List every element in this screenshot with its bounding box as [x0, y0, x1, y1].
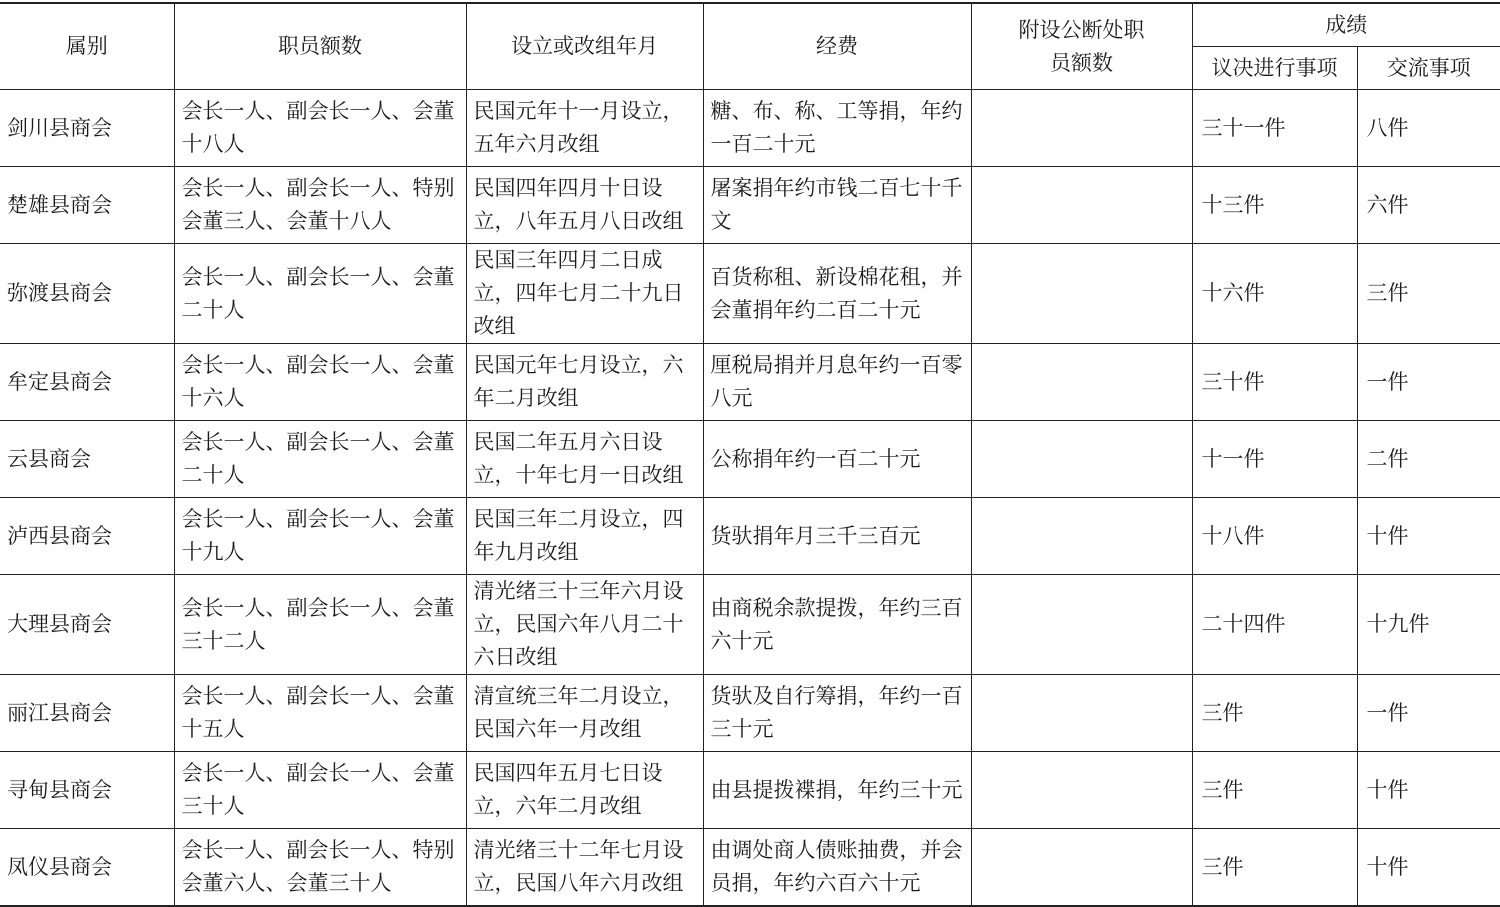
table-row	[0, 575, 1500, 675]
table-body	[0, 90, 1500, 907]
cell-exchange: 六件	[1357, 167, 1500, 244]
cell-exchange: 十九件	[1357, 575, 1500, 675]
table-row	[0, 675, 1500, 752]
cell-region: 楚雄县商会	[0, 167, 174, 244]
cell-region: 凤仪县商会	[0, 829, 174, 907]
table-row	[0, 90, 1500, 167]
table-row	[0, 167, 1500, 244]
chamber-of-commerce-table	[0, 2, 1500, 907]
cell-arbitration-staff	[971, 575, 1192, 675]
header-founded: 设立或改组年月	[466, 3, 703, 90]
cell-arbitration-staff	[971, 675, 1192, 752]
cell-staff: 会长一人、副会长一人、会董十六人	[174, 344, 466, 421]
cell-resolved: 三件	[1192, 752, 1357, 829]
cell-resolved: 十一件	[1192, 421, 1357, 498]
cell-resolved: 二十四件	[1192, 575, 1357, 675]
cell-resolved: 十八件	[1192, 498, 1357, 575]
cell-arbitration-staff	[971, 244, 1192, 344]
cell-arbitration-staff	[971, 752, 1192, 829]
cell-arbitration-staff	[971, 167, 1192, 244]
cell-staff: 会长一人、副会长一人、会董三十二人	[174, 575, 466, 675]
cell-staff: 会长一人、副会长一人、会董二十人	[174, 244, 466, 344]
table-row	[0, 344, 1500, 421]
cell-exchange: 三件	[1357, 244, 1500, 344]
cell-funding: 厘税局捐并月息年约一百零八元	[703, 344, 971, 421]
cell-arbitration-staff	[971, 829, 1192, 907]
cell-region: 牟定县商会	[0, 344, 174, 421]
cell-resolved: 三十一件	[1192, 90, 1357, 167]
cell-funding: 由县提拨褋捐，年约三十元	[703, 752, 971, 829]
cell-funding: 由调处商人债账抽费，并会员捐，年约六百六十元	[703, 829, 971, 907]
cell-founded: 清光绪三十三年六月设立，民国六年八月二十六日改组	[466, 575, 703, 675]
cell-founded: 民国三年四月二日成立，四年七月二十九日改组	[466, 244, 703, 344]
cell-exchange: 二件	[1357, 421, 1500, 498]
header-resolved: 议决进行事项	[1192, 47, 1357, 90]
table-row	[0, 829, 1500, 907]
cell-region: 剑川县商会	[0, 90, 174, 167]
cell-arbitration-staff	[971, 421, 1192, 498]
cell-resolved: 十六件	[1192, 244, 1357, 344]
cell-region: 泸西县商会	[0, 498, 174, 575]
header-exchange: 交流事项	[1357, 47, 1500, 90]
cell-region: 丽江县商会	[0, 675, 174, 752]
header-arbitration-staff: 附设公断处职员额数	[971, 3, 1192, 90]
cell-region: 大理县商会	[0, 575, 174, 675]
cell-resolved: 十三件	[1192, 167, 1357, 244]
table-row	[0, 752, 1500, 829]
cell-exchange: 一件	[1357, 344, 1500, 421]
header-results: 成绩	[1192, 3, 1500, 47]
cell-staff: 会长一人、副会长一人、会董十五人	[174, 675, 466, 752]
cell-funding: 货驮捐年月三千三百元	[703, 498, 971, 575]
cell-exchange: 十件	[1357, 829, 1500, 907]
cell-region: 寻甸县商会	[0, 752, 174, 829]
cell-staff: 会长一人、副会长一人、会董十九人	[174, 498, 466, 575]
cell-exchange: 十件	[1357, 752, 1500, 829]
cell-arbitration-staff	[971, 498, 1192, 575]
cell-funding: 百货称租、新设棉花租，并会董捐年约二百二十元	[703, 244, 971, 344]
cell-exchange: 十件	[1357, 498, 1500, 575]
cell-arbitration-staff	[971, 90, 1192, 167]
cell-staff: 会长一人、副会长一人、会董十八人	[174, 90, 466, 167]
cell-funding: 由商税余款提拨，年约三百六十元	[703, 575, 971, 675]
cell-staff: 会长一人、副会长一人、特别会董三人、会董十八人	[174, 167, 466, 244]
table-row	[0, 244, 1500, 344]
cell-funding: 公称捐年约一百二十元	[703, 421, 971, 498]
header-funding: 经费	[703, 3, 971, 90]
cell-founded: 民国四年四月十日设立，八年五月八日改组	[466, 167, 703, 244]
cell-funding: 糖、布、称、工等捐，年约一百二十元	[703, 90, 971, 167]
table-row	[0, 498, 1500, 575]
cell-founded: 清光绪三十二年七月设立，民国八年六月改组	[466, 829, 703, 907]
header-region: 属别	[0, 3, 174, 90]
table-header	[0, 3, 1500, 90]
cell-founded: 民国四年五月七日设立，六年二月改组	[466, 752, 703, 829]
cell-founded: 民国元年十一月设立，五年六月改组	[466, 90, 703, 167]
cell-founded: 民国二年五月六日设立，十年七月一日改组	[466, 421, 703, 498]
cell-exchange: 八件	[1357, 90, 1500, 167]
cell-resolved: 三十件	[1192, 344, 1357, 421]
cell-arbitration-staff	[971, 344, 1192, 421]
cell-region: 弥渡县商会	[0, 244, 174, 344]
cell-region: 云县商会	[0, 421, 174, 498]
cell-resolved: 三件	[1192, 675, 1357, 752]
cell-funding: 屠案捐年约市钱二百七十千文	[703, 167, 971, 244]
cell-staff: 会长一人、副会长一人、会董三十人	[174, 752, 466, 829]
cell-funding: 货驮及自行筹捐，年约一百三十元	[703, 675, 971, 752]
cell-resolved: 三件	[1192, 829, 1357, 907]
cell-founded: 清宣统三年二月设立，民国六年一月改组	[466, 675, 703, 752]
cell-founded: 民国元年七月设立，六年二月改组	[466, 344, 703, 421]
table-row	[0, 421, 1500, 498]
cell-founded: 民国三年二月设立，四年九月改组	[466, 498, 703, 575]
cell-staff: 会长一人、副会长一人、特别会董六人、会董三十人	[174, 829, 466, 907]
cell-staff: 会长一人、副会长一人、会董二十人	[174, 421, 466, 498]
header-staff: 职员额数	[174, 3, 466, 90]
cell-exchange: 一件	[1357, 675, 1500, 752]
